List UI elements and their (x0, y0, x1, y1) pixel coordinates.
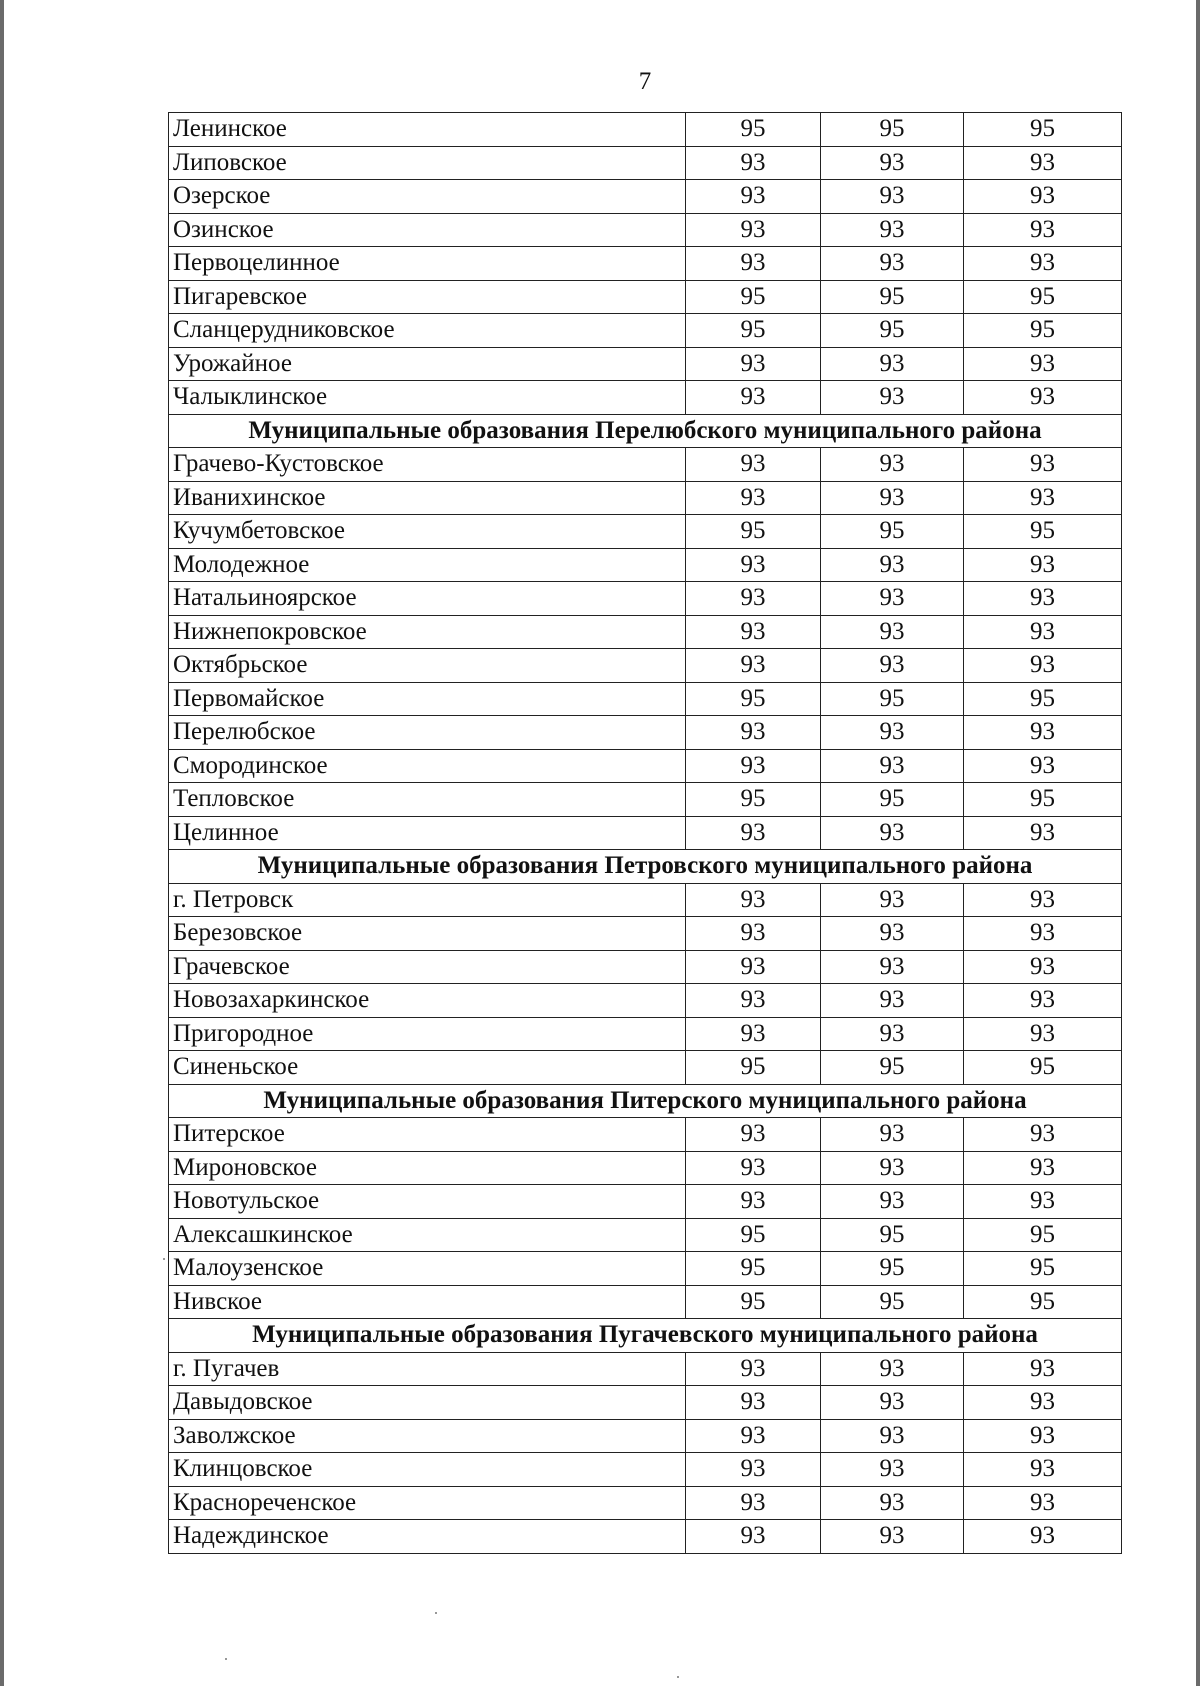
value-cell-2: 95 (821, 280, 964, 314)
municipality-name: Первоцелинное (169, 247, 686, 281)
value-cell-1: 93 (686, 984, 821, 1018)
table-body (169, 113, 1122, 1554)
municipality-name: Чалыклинское (169, 381, 686, 415)
value-cell-1: 93 (686, 883, 821, 917)
table-row (169, 1118, 1122, 1152)
value-cell-1: 93 (686, 1151, 821, 1185)
page-number: 7 (638, 68, 652, 95)
value-cell-2: 95 (821, 783, 964, 817)
table-row (169, 1017, 1122, 1051)
municipality-name: Ленинское (169, 113, 686, 147)
municipality-name: г. Пугачев (169, 1352, 686, 1386)
table-row (169, 1453, 1122, 1487)
table-row (169, 548, 1122, 582)
value-cell-3: 93 (964, 615, 1122, 649)
municipality-name: Сланцерудниковское (169, 314, 686, 348)
value-cell-1: 93 (686, 448, 821, 482)
table-row (169, 1252, 1122, 1286)
value-cell-3: 93 (964, 649, 1122, 683)
table-row (169, 1419, 1122, 1453)
value-cell-1: 93 (686, 917, 821, 951)
table-row (169, 1352, 1122, 1386)
municipality-name: Мироновское (169, 1151, 686, 1185)
table-row (169, 481, 1122, 515)
value-cell-1: 93 (686, 1185, 821, 1219)
table-row (169, 1520, 1122, 1554)
value-cell-2: 93 (821, 1520, 964, 1554)
table-row (169, 749, 1122, 783)
scan-edge-right (1196, 0, 1200, 1686)
value-cell-3: 93 (964, 582, 1122, 616)
value-cell-3: 93 (964, 950, 1122, 984)
value-cell-2: 93 (821, 1118, 964, 1152)
value-cell-1: 93 (686, 548, 821, 582)
value-cell-1: 93 (686, 749, 821, 783)
municipality-name: Октябрьское (169, 649, 686, 683)
table-row (169, 716, 1122, 750)
value-cell-2: 93 (821, 1151, 964, 1185)
table-row (169, 146, 1122, 180)
value-cell-2: 93 (821, 582, 964, 616)
table-row (169, 381, 1122, 415)
municipality-name: Озинское (169, 213, 686, 247)
value-cell-2: 93 (821, 1486, 964, 1520)
table-row (169, 917, 1122, 951)
municipality-name: Алексашкинское (169, 1218, 686, 1252)
municipality-name: Липовское (169, 146, 686, 180)
table-row (169, 1386, 1122, 1420)
municipality-name: Давыдовское (169, 1386, 686, 1420)
table-row (169, 347, 1122, 381)
value-cell-1: 93 (686, 1017, 821, 1051)
value-cell-3: 95 (964, 1218, 1122, 1252)
section-header-row (169, 1319, 1122, 1353)
value-cell-2: 95 (821, 682, 964, 716)
municipality-name: Новозахаркинское (169, 984, 686, 1018)
value-cell-1: 93 (686, 816, 821, 850)
value-cell-3: 93 (964, 481, 1122, 515)
municipality-name: Синеньское (169, 1051, 686, 1085)
value-cell-3: 93 (964, 1486, 1122, 1520)
value-cell-1: 93 (686, 213, 821, 247)
municipality-name: Нижнепокровское (169, 615, 686, 649)
value-cell-1: 93 (686, 1118, 821, 1152)
value-cell-3: 95 (964, 515, 1122, 549)
value-cell-3: 93 (964, 1118, 1122, 1152)
municipal-table (168, 112, 1122, 1554)
table-row (169, 314, 1122, 348)
value-cell-1: 95 (686, 1051, 821, 1085)
value-cell-1: 95 (686, 280, 821, 314)
value-cell-2: 93 (821, 381, 964, 415)
section-title: Муниципальные образования Петровского муниципального района (169, 850, 1122, 884)
value-cell-1: 93 (686, 649, 821, 683)
value-cell-1: 93 (686, 1419, 821, 1453)
value-cell-1: 93 (686, 180, 821, 214)
value-cell-3: 93 (964, 381, 1122, 415)
municipality-name: Пригородное (169, 1017, 686, 1051)
section-title: Муниципальные образования Пугачевского муниципального района (169, 1319, 1122, 1353)
value-cell-3: 93 (964, 1151, 1122, 1185)
scan-edge-left (0, 0, 4, 1686)
value-cell-3: 93 (964, 1185, 1122, 1219)
value-cell-1: 93 (686, 247, 821, 281)
table-row (169, 582, 1122, 616)
table-row (169, 1151, 1122, 1185)
municipality-name: Надеждинское (169, 1520, 686, 1554)
value-cell-1: 93 (686, 716, 821, 750)
value-cell-1: 93 (686, 1520, 821, 1554)
table-row (169, 1051, 1122, 1085)
value-cell-2: 93 (821, 950, 964, 984)
scan-speck (677, 1676, 679, 1678)
value-cell-2: 93 (821, 816, 964, 850)
table-row (169, 816, 1122, 850)
value-cell-3: 95 (964, 1252, 1122, 1286)
value-cell-1: 95 (686, 1285, 821, 1319)
municipality-name: Иванихинское (169, 481, 686, 515)
value-cell-3: 93 (964, 448, 1122, 482)
municipality-name: Молодежное (169, 548, 686, 582)
table-row (169, 682, 1122, 716)
value-cell-3: 95 (964, 783, 1122, 817)
value-cell-3: 93 (964, 1453, 1122, 1487)
municipality-name: Березовское (169, 917, 686, 951)
value-cell-2: 93 (821, 347, 964, 381)
value-cell-1: 93 (686, 1386, 821, 1420)
municipality-name: Тепловское (169, 783, 686, 817)
value-cell-2: 95 (821, 1051, 964, 1085)
value-cell-3: 93 (964, 347, 1122, 381)
value-cell-2: 93 (821, 213, 964, 247)
value-cell-1: 93 (686, 146, 821, 180)
value-cell-2: 95 (821, 1218, 964, 1252)
value-cell-3: 93 (964, 1520, 1122, 1554)
value-cell-2: 93 (821, 1386, 964, 1420)
value-cell-2: 93 (821, 716, 964, 750)
value-cell-3: 93 (964, 146, 1122, 180)
value-cell-2: 95 (821, 515, 964, 549)
table-row (169, 1285, 1122, 1319)
value-cell-1: 93 (686, 950, 821, 984)
section-title: Муниципальные образования Питерского муниципального района (169, 1084, 1122, 1118)
value-cell-3: 93 (964, 548, 1122, 582)
municipality-name: Урожайное (169, 347, 686, 381)
scan-speck (225, 1658, 227, 1660)
table-row (169, 1218, 1122, 1252)
scan-speck (163, 1258, 165, 1260)
value-cell-3: 93 (964, 1386, 1122, 1420)
value-cell-1: 93 (686, 481, 821, 515)
value-cell-2: 93 (821, 1185, 964, 1219)
table-row (169, 1486, 1122, 1520)
table-row (169, 515, 1122, 549)
value-cell-2: 93 (821, 448, 964, 482)
table-row (169, 950, 1122, 984)
table-row (169, 1185, 1122, 1219)
table-row (169, 448, 1122, 482)
value-cell-1: 93 (686, 1486, 821, 1520)
municipality-name: Перелюбское (169, 716, 686, 750)
value-cell-2: 93 (821, 247, 964, 281)
value-cell-2: 95 (821, 314, 964, 348)
value-cell-1: 95 (686, 515, 821, 549)
value-cell-1: 93 (686, 582, 821, 616)
municipality-name: Натальиноярское (169, 582, 686, 616)
value-cell-1: 93 (686, 1453, 821, 1487)
table-row (169, 883, 1122, 917)
table-row (169, 180, 1122, 214)
municipality-name: Питерское (169, 1118, 686, 1152)
value-cell-3: 93 (964, 883, 1122, 917)
value-cell-1: 95 (686, 783, 821, 817)
table-row (169, 783, 1122, 817)
value-cell-2: 93 (821, 481, 964, 515)
value-cell-3: 93 (964, 749, 1122, 783)
table-row (169, 649, 1122, 683)
section-header-row (169, 414, 1122, 448)
value-cell-1: 93 (686, 1352, 821, 1386)
value-cell-2: 93 (821, 1453, 964, 1487)
value-cell-3: 93 (964, 1017, 1122, 1051)
table-row (169, 615, 1122, 649)
value-cell-3: 93 (964, 716, 1122, 750)
table-row (169, 247, 1122, 281)
value-cell-2: 93 (821, 749, 964, 783)
municipality-name: Целинное (169, 816, 686, 850)
municipality-name: Грачевское (169, 950, 686, 984)
municipality-name: Малоузенское (169, 1252, 686, 1286)
municipality-name: Озерское (169, 180, 686, 214)
scan-speck (435, 1612, 437, 1614)
value-cell-3: 93 (964, 213, 1122, 247)
value-cell-1: 95 (686, 1218, 821, 1252)
value-cell-2: 93 (821, 1419, 964, 1453)
value-cell-2: 93 (821, 180, 964, 214)
value-cell-3: 93 (964, 984, 1122, 1018)
value-cell-3: 95 (964, 314, 1122, 348)
value-cell-3: 95 (964, 682, 1122, 716)
municipality-name: Новотульское (169, 1185, 686, 1219)
value-cell-3: 95 (964, 1285, 1122, 1319)
municipality-name: Нивское (169, 1285, 686, 1319)
value-cell-1: 95 (686, 682, 821, 716)
section-header-row (169, 850, 1122, 884)
value-cell-2: 93 (821, 146, 964, 180)
value-cell-3: 95 (964, 280, 1122, 314)
value-cell-2: 93 (821, 984, 964, 1018)
value-cell-3: 95 (964, 1051, 1122, 1085)
value-cell-2: 93 (821, 615, 964, 649)
table-row (169, 213, 1122, 247)
value-cell-1: 93 (686, 347, 821, 381)
municipality-name: Смородинское (169, 749, 686, 783)
municipality-name: Первомайское (169, 682, 686, 716)
value-cell-1: 93 (686, 615, 821, 649)
table-row (169, 984, 1122, 1018)
municipality-name: Пигаревское (169, 280, 686, 314)
municipality-name: Кучумбетовское (169, 515, 686, 549)
value-cell-1: 95 (686, 113, 821, 147)
municipality-name: г. Петровск (169, 883, 686, 917)
value-cell-1: 93 (686, 381, 821, 415)
value-cell-1: 95 (686, 1252, 821, 1286)
section-header-row (169, 1084, 1122, 1118)
municipality-name: Краснореченское (169, 1486, 686, 1520)
value-cell-3: 93 (964, 1419, 1122, 1453)
municipality-name: Грачево-Кустовское (169, 448, 686, 482)
value-cell-3: 93 (964, 816, 1122, 850)
value-cell-2: 95 (821, 1252, 964, 1286)
value-cell-3: 93 (964, 1352, 1122, 1386)
table-row (169, 113, 1122, 147)
value-cell-2: 93 (821, 1352, 964, 1386)
value-cell-2: 93 (821, 649, 964, 683)
value-cell-2: 93 (821, 548, 964, 582)
value-cell-2: 93 (821, 1017, 964, 1051)
value-cell-2: 93 (821, 883, 964, 917)
value-cell-2: 95 (821, 1285, 964, 1319)
municipality-name: Клинцовское (169, 1453, 686, 1487)
value-cell-3: 93 (964, 247, 1122, 281)
section-title: Муниципальные образования Перелюбского муниципального района (169, 414, 1122, 448)
value-cell-3: 93 (964, 180, 1122, 214)
value-cell-3: 95 (964, 113, 1122, 147)
value-cell-2: 93 (821, 917, 964, 951)
table-row (169, 280, 1122, 314)
municipality-name: Заволжское (169, 1419, 686, 1453)
value-cell-3: 93 (964, 917, 1122, 951)
value-cell-1: 95 (686, 314, 821, 348)
value-cell-2: 95 (821, 113, 964, 147)
